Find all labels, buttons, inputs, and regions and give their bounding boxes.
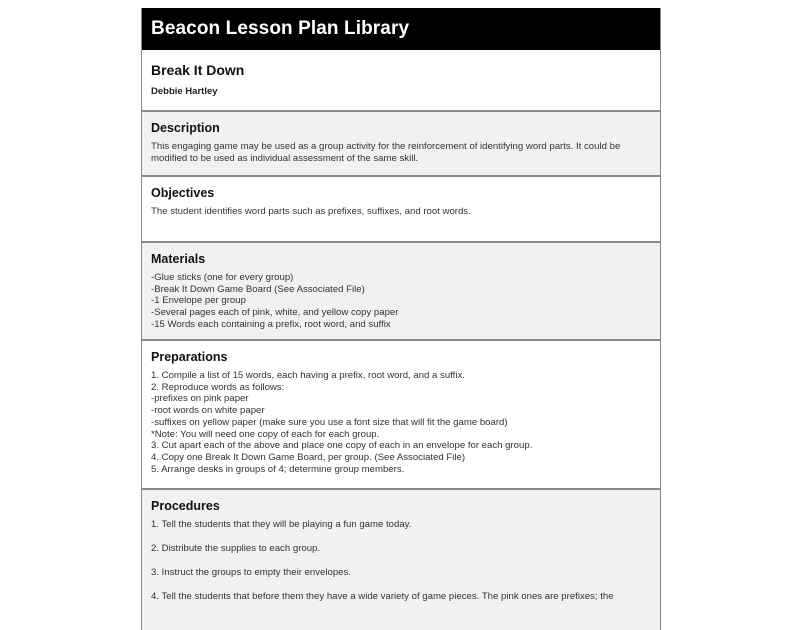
materials-item: -1 Envelope per group [151, 295, 246, 307]
preparations-item: -prefixes on pink paper [151, 393, 249, 405]
lesson-plan-page [141, 8, 661, 630]
preparations-item: 5. Arrange desks in groups of 4; determine group members. [151, 463, 405, 475]
procedure-step: 3. Instruct the groups to empty their envelopes. [151, 567, 351, 578]
objectives-heading: Objectives [151, 186, 215, 200]
preparations-item: *Note: You will need one copy of each for each group. [151, 428, 380, 440]
preparations-item: 1. Compile a list of 15 words, each having a prefix, root word, and a suffix. [151, 370, 465, 381]
site-header [142, 8, 660, 50]
materials-heading: Materials [151, 252, 206, 266]
description-section [142, 112, 660, 177]
lesson-author: Debbie Hartley [151, 86, 218, 97]
preparations-item: 3. Cut apart each of the above and place one copy of each in an envelope for each group. [151, 440, 533, 452]
description-line: modified to be used as individual assessment of the same skill. [151, 152, 419, 164]
objectives-section [142, 177, 660, 243]
preparations-item: -root words on white paper [151, 405, 265, 417]
objectives-body [151, 206, 651, 218]
description-heading: Description [151, 121, 220, 135]
lesson-title: Break It Down [151, 62, 245, 78]
preparations-item: 4. Copy one Break It Down Game Board, per group. (See Associated File) [151, 451, 466, 463]
materials-item: -Glue sticks (one for every group) [151, 272, 294, 283]
procedure-step: 1. Tell the students that they will be playing a fun game today. [151, 519, 412, 530]
procedures-heading: Procedures [151, 499, 220, 513]
materials-item: -15 Words each containing a prefix, root word, and suffix [151, 318, 391, 330]
preparations-item: 2. Reproduce words as follows: [151, 381, 285, 393]
objectives-line: The student identifies word parts such as prefixes, suffixes, and root words. [151, 206, 471, 217]
procedure-step: 4. Tell the students that before them they have a wide variety of game pieces. The pink ones are prefixes; the [151, 591, 614, 602]
site-title: Beacon Lesson Plan Library [151, 18, 410, 39]
procedures-list [151, 519, 651, 603]
preparations-section [142, 341, 660, 490]
preparations-heading: Preparations [151, 350, 228, 364]
preparations-list [151, 370, 651, 475]
description-line: This engaging game may be used as a group activity for the reinforcement of identifying word parts. It could be [151, 141, 621, 152]
description-body [151, 141, 651, 164]
lesson-title-section [142, 50, 660, 112]
materials-section [142, 243, 660, 341]
materials-list [151, 272, 651, 331]
procedure-step: 2. Distribute the supplies to each group. [151, 543, 321, 554]
materials-item: -Break It Down Game Board (See Associated File) [151, 283, 365, 295]
preparations-item: -suffixes on yellow paper (make sure you use a font size that will fit the game board) [151, 416, 508, 428]
materials-item: -Several pages each of pink, white, and yellow copy paper [151, 307, 399, 319]
procedures-section [142, 490, 660, 630]
